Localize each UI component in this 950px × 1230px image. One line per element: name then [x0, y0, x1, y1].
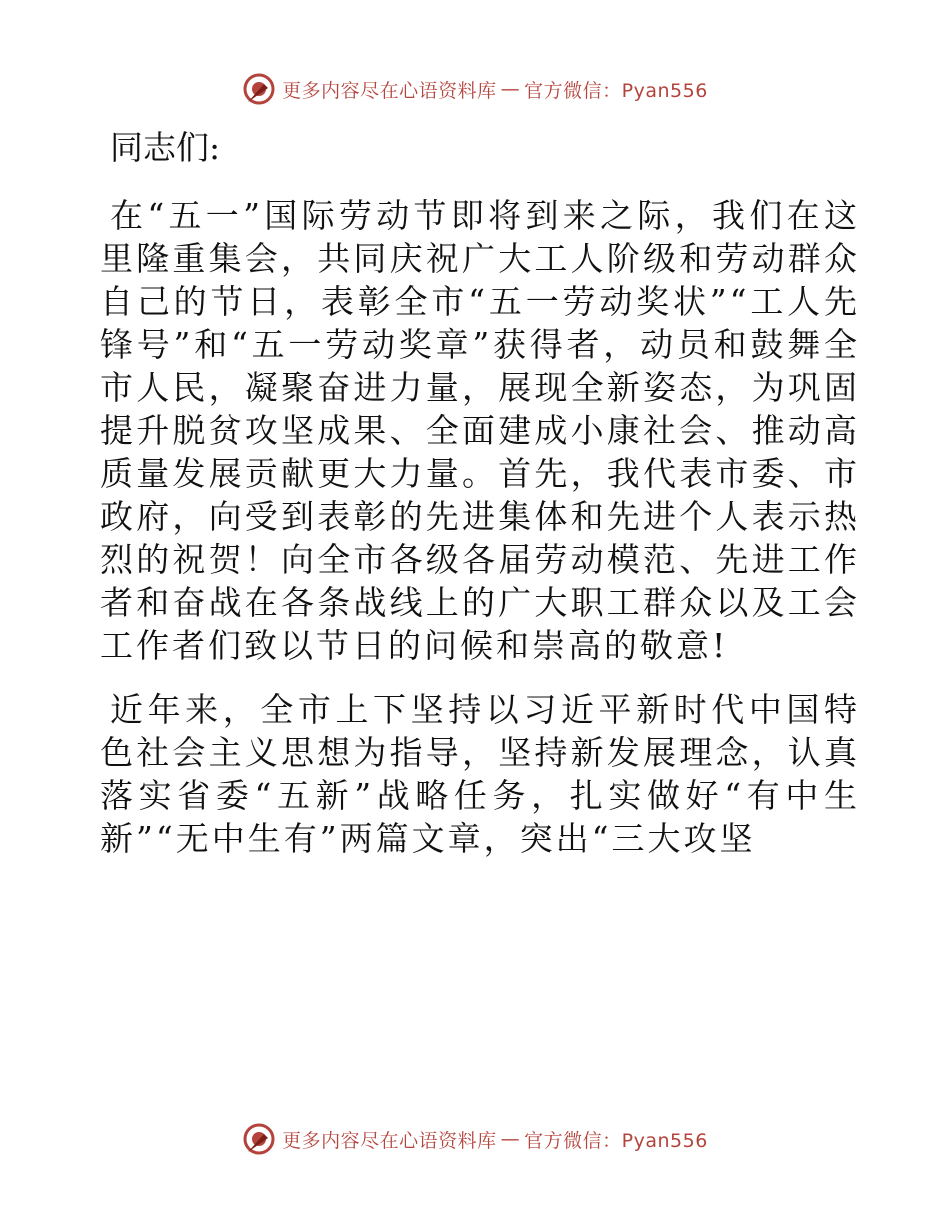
paragraph-2: 近年来，全市上下坚持以习近平新时代中国特色社会主义思想为指导，坚持新发展理念，认真落实省委“五新”战略任务，扎实做好“有中生新”“无中生有”两篇文章，突出“三大攻坚 — [100, 690, 860, 858]
header-watermark — [0, 72, 950, 106]
paragraph-1: 在“五一”国际劳动节即将到来之际，我们在这里隆重集会，共同庆祝广大工人阶级和劳动群众自己的节日，表彰全市“五一劳动奖状”“工人先锋号”和“五一劳动奖章”获得者，动员和鼓舞全市人民，凝聚奋进力量，展现全新姿态，为巩固提升脱贫攻坚成果、全面建成小康社会、推动高质量发展贡献更大力量。首先，我代表市委、市政府，向受到表彰的先进集体和先进个人表示热烈的祝贺！向全市各级各届劳动模范、先进工作者和奋战在各条战线上的广大职工群众以及工会工作者们致以节日的问候和崇高的敬意! — [100, 196, 860, 665]
document-body — [100, 126, 860, 881]
watermark-text: 更多内容尽在心语资料库 — [282, 1129, 497, 1152]
watermark-contact: 官方微信：Pyan556 — [524, 79, 708, 102]
salutation: 同志们: — [110, 128, 221, 167]
watermark-separator: — — [500, 1128, 521, 1150]
watermark-separator: — — [500, 78, 521, 100]
footer-watermark — [0, 1122, 950, 1156]
watermark-text: 更多内容尽在心语资料库 — [282, 79, 497, 102]
pen-seal-icon — [242, 1122, 276, 1156]
watermark-contact: 官方微信：Pyan556 — [524, 1129, 708, 1152]
pen-seal-icon — [242, 72, 276, 106]
